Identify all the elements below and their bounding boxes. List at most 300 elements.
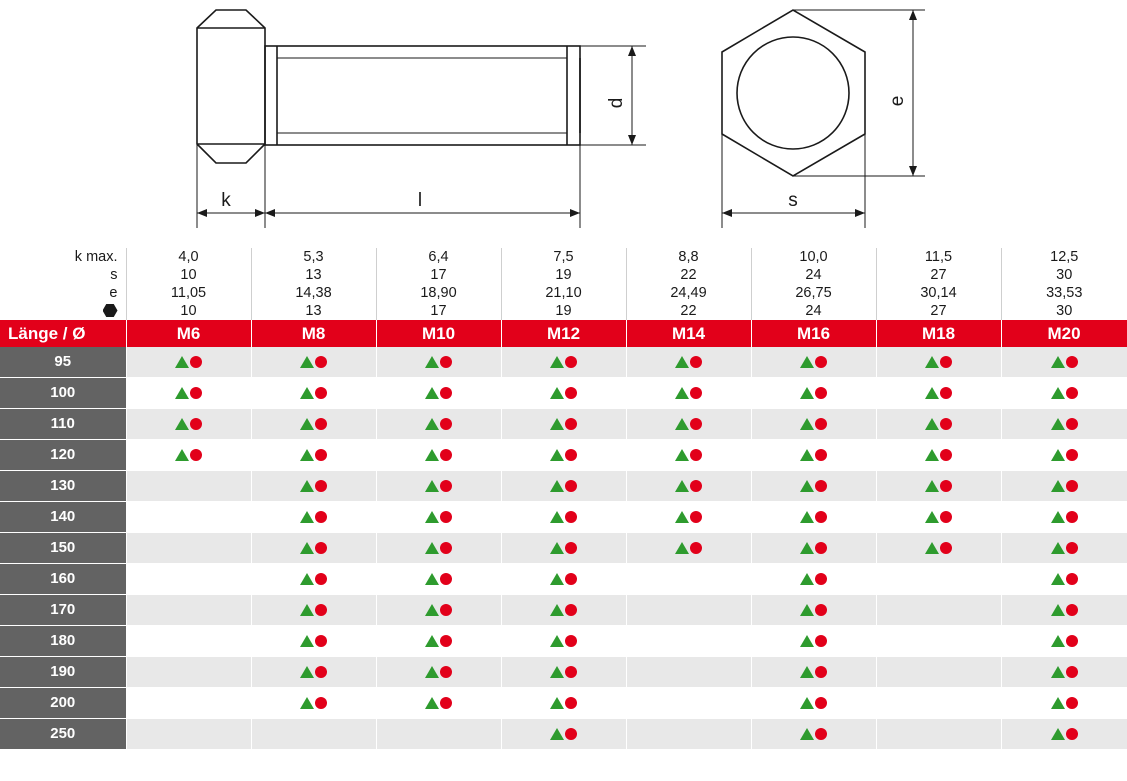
circle-icon (565, 697, 577, 709)
table-row (0, 719, 1127, 750)
circle-icon (940, 511, 952, 523)
availability-marks (800, 697, 827, 709)
bolt-head-top (722, 10, 865, 176)
triangle-icon (300, 356, 314, 368)
availability-marks (425, 666, 452, 678)
circle-icon (815, 573, 827, 585)
availability-cell-available[interactable] (626, 502, 751, 533)
availability-marks (175, 418, 202, 430)
availability-cell-available[interactable] (251, 409, 376, 440)
availability-marks (300, 418, 327, 430)
availability-cell-available[interactable] (251, 564, 376, 595)
triangle-icon (1051, 418, 1065, 430)
dimension-label-d: d (606, 97, 627, 109)
circle-icon (1066, 728, 1078, 740)
availability-marks (800, 418, 827, 430)
availability-cell-available[interactable] (751, 564, 876, 595)
triangle-icon (800, 418, 814, 430)
spec-value: 27 (876, 266, 1001, 284)
spec-value: 27 (876, 302, 1001, 320)
circle-icon (815, 449, 827, 461)
availability-cell-empty (876, 657, 1001, 688)
availability-cell-available[interactable] (251, 688, 376, 719)
availability-cell-available[interactable] (876, 502, 1001, 533)
spec-row-label: e (0, 284, 126, 302)
triangle-icon (550, 697, 564, 709)
availability-cell-available[interactable] (376, 409, 501, 440)
triangle-icon (1051, 511, 1065, 523)
availability-marks (550, 573, 577, 585)
availability-marks (425, 480, 452, 492)
availability-cell-available[interactable] (501, 595, 626, 626)
circle-icon (440, 604, 452, 616)
availability-cell-available[interactable] (1001, 347, 1127, 378)
circle-icon (1066, 635, 1078, 647)
circle-icon (440, 666, 452, 678)
spec-value: 19 (501, 302, 626, 320)
availability-marks (300, 604, 327, 616)
availability-cell-empty (126, 471, 251, 502)
circle-icon (315, 356, 327, 368)
availability-marks (1051, 635, 1078, 647)
availability-cell-available[interactable] (376, 564, 501, 595)
matrix-column-header[interactable]: M14 (626, 320, 751, 347)
length-label: 110 (0, 409, 126, 440)
circle-icon (190, 418, 202, 430)
availability-cell-available[interactable] (626, 378, 751, 409)
availability-marks (800, 573, 827, 585)
triangle-icon (925, 356, 939, 368)
availability-marks (300, 635, 327, 647)
availability-marks (800, 604, 827, 616)
availability-marks (800, 449, 827, 461)
availability-cell-available[interactable] (501, 347, 626, 378)
triangle-icon (675, 418, 689, 430)
availability-marks (675, 356, 702, 368)
length-label: 170 (0, 595, 126, 626)
availability-marks (800, 635, 827, 647)
availability-marks (550, 728, 577, 740)
circle-icon (565, 542, 577, 554)
availability-cell-empty (626, 595, 751, 626)
spec-value: 10,0 (751, 248, 876, 266)
circle-icon (190, 387, 202, 399)
bolt-shank (265, 46, 580, 145)
availability-marks (800, 480, 827, 492)
availability-cell-available[interactable] (751, 657, 876, 688)
spec-value: 11,05 (126, 284, 251, 302)
availability-cell-available[interactable] (1001, 502, 1127, 533)
triangle-icon (550, 449, 564, 461)
availability-marks (1051, 387, 1078, 399)
length-label: 100 (0, 378, 126, 409)
availability-cell-available[interactable] (376, 471, 501, 502)
availability-cell-available[interactable] (501, 719, 626, 750)
circle-icon (815, 418, 827, 430)
triangle-icon (1051, 449, 1065, 461)
availability-cell-available[interactable] (501, 471, 626, 502)
spec-value: 24 (751, 302, 876, 320)
availability-marks (300, 480, 327, 492)
matrix-column-header[interactable]: M18 (876, 320, 1001, 347)
circle-icon (565, 418, 577, 430)
availability-cell-available[interactable] (376, 502, 501, 533)
availability-cell-empty (126, 502, 251, 533)
availability-cell-available[interactable] (251, 657, 376, 688)
availability-cell-available[interactable] (751, 471, 876, 502)
availability-marks (175, 387, 202, 399)
availability-marks (925, 542, 952, 554)
availability-cell-available[interactable] (251, 471, 376, 502)
availability-cell-available[interactable] (1001, 409, 1127, 440)
availability-marks (1051, 449, 1078, 461)
spec-value: 19 (501, 266, 626, 284)
availability-cell-available[interactable] (376, 626, 501, 657)
availability-cell-available[interactable] (126, 378, 251, 409)
availability-marks (425, 387, 452, 399)
availability-cell-empty (126, 595, 251, 626)
triangle-icon (425, 697, 439, 709)
circle-icon (190, 449, 202, 461)
availability-cell-available[interactable] (376, 657, 501, 688)
triangle-icon (550, 573, 564, 585)
availability-cell-available[interactable] (376, 378, 501, 409)
availability-marks (1051, 666, 1078, 678)
circle-icon (565, 573, 577, 585)
availability-cell-available[interactable] (751, 533, 876, 564)
availability-marks (425, 697, 452, 709)
availability-cell-available[interactable] (1001, 595, 1127, 626)
availability-cell-available[interactable] (1001, 719, 1127, 750)
triangle-icon (1051, 604, 1065, 616)
triangle-icon (300, 697, 314, 709)
triangle-icon (175, 387, 189, 399)
availability-marks (675, 511, 702, 523)
triangle-icon (675, 449, 689, 461)
availability-cell-available[interactable] (751, 595, 876, 626)
availability-cell-available[interactable] (1001, 688, 1127, 719)
availability-cell-empty (626, 719, 751, 750)
spec-value: 22 (626, 302, 751, 320)
matrix-column-header[interactable]: M20 (1001, 320, 1127, 347)
availability-cell-available[interactable] (251, 626, 376, 657)
availability-marks (675, 480, 702, 492)
triangle-icon (425, 511, 439, 523)
availability-marks (550, 387, 577, 399)
triangle-icon (175, 356, 189, 368)
triangle-icon (1051, 480, 1065, 492)
availability-cell-available[interactable] (751, 378, 876, 409)
circle-icon (690, 480, 702, 492)
availability-cell-available[interactable] (251, 533, 376, 564)
spec-value: 14,38 (251, 284, 376, 302)
circle-icon (815, 728, 827, 740)
circle-icon (440, 418, 452, 430)
table-row (0, 471, 1127, 502)
availability-marks (925, 480, 952, 492)
spec-value: 18,90 (376, 284, 501, 302)
spec-value: 6,4 (376, 248, 501, 266)
circle-icon (565, 635, 577, 647)
triangle-icon (800, 449, 814, 461)
triangle-icon (800, 697, 814, 709)
availability-marks (1051, 511, 1078, 523)
triangle-icon (550, 356, 564, 368)
triangle-icon (800, 604, 814, 616)
triangle-icon (1051, 728, 1065, 740)
circle-icon (690, 449, 702, 461)
availability-marks (925, 356, 952, 368)
availability-cell-available[interactable] (251, 440, 376, 471)
spec-value: 17 (376, 266, 501, 284)
matrix-header-row (0, 320, 1127, 347)
triangle-icon (550, 480, 564, 492)
availability-cell-available[interactable] (751, 409, 876, 440)
availability-marks (925, 418, 952, 430)
circle-icon (815, 480, 827, 492)
availability-cell-empty (376, 719, 501, 750)
triangle-icon (300, 573, 314, 585)
circle-icon (815, 542, 827, 554)
spec-value: 11,5 (876, 248, 1001, 266)
availability-cell-available[interactable] (1001, 564, 1127, 595)
table-row (0, 595, 1127, 626)
circle-icon (1066, 387, 1078, 399)
triangle-icon (300, 387, 314, 399)
spec-value: 13 (251, 266, 376, 284)
availability-marks (800, 542, 827, 554)
triangle-icon (800, 635, 814, 647)
availability-cell-available[interactable] (376, 533, 501, 564)
availability-cell-available[interactable] (626, 409, 751, 440)
availability-marks (1051, 604, 1078, 616)
triangle-icon (425, 666, 439, 678)
matrix-corner-header: Länge / Ø (0, 320, 126, 347)
availability-cell-available[interactable] (626, 440, 751, 471)
availability-cell-available[interactable] (876, 533, 1001, 564)
availability-cell-empty (626, 688, 751, 719)
triangle-icon (300, 604, 314, 616)
triangle-icon (800, 356, 814, 368)
availability-marks (800, 511, 827, 523)
triangle-icon (1051, 356, 1065, 368)
availability-marks (550, 418, 577, 430)
spec-value: 21,10 (501, 284, 626, 302)
availability-marks (550, 697, 577, 709)
availability-cell-available[interactable] (626, 533, 751, 564)
spec-value: 24,49 (626, 284, 751, 302)
triangle-icon (925, 418, 939, 430)
availability-cell-available[interactable] (1001, 657, 1127, 688)
circle-icon (440, 697, 452, 709)
spec-value: 10 (126, 302, 251, 320)
matrix-column-header[interactable]: M10 (376, 320, 501, 347)
availability-cell-available[interactable] (876, 471, 1001, 502)
availability-marks (300, 449, 327, 461)
spec-row (0, 266, 1127, 284)
availability-cell-empty (626, 657, 751, 688)
availability-cell-available[interactable] (751, 626, 876, 657)
availability-cell-available[interactable] (501, 626, 626, 657)
availability-marks (1051, 573, 1078, 585)
availability-marks (425, 449, 452, 461)
triangle-icon (425, 480, 439, 492)
availability-cell-available[interactable] (876, 409, 1001, 440)
availability-marks (550, 635, 577, 647)
spec-value: 12,5 (1050, 249, 1079, 265)
availability-cell-available[interactable] (376, 347, 501, 378)
length-label: 190 (0, 657, 126, 688)
circle-icon (1066, 511, 1078, 523)
triangle-icon (175, 449, 189, 461)
availability-cell-empty (876, 688, 1001, 719)
technical-drawing (0, 0, 1127, 248)
availability-cell-empty (126, 688, 251, 719)
length-label: 160 (0, 564, 126, 595)
matrix-column-header[interactable]: M12 (501, 320, 626, 347)
availability-marks (425, 418, 452, 430)
availability-cell-available[interactable] (376, 595, 501, 626)
dimension-label-k: k (221, 190, 231, 211)
length-label: 150 (0, 533, 126, 564)
availability-marks (300, 511, 327, 523)
availability-cell-available[interactable] (501, 378, 626, 409)
triangle-icon (675, 387, 689, 399)
availability-cell-available[interactable] (751, 347, 876, 378)
availability-cell-available[interactable] (251, 378, 376, 409)
spec-value: 13 (251, 302, 376, 320)
availability-cell-available[interactable] (626, 471, 751, 502)
availability-cell-available[interactable] (501, 688, 626, 719)
availability-marks (800, 356, 827, 368)
availability-cell-empty (876, 564, 1001, 595)
availability-cell-available[interactable] (126, 409, 251, 440)
circle-icon (315, 573, 327, 585)
availability-marks (1051, 418, 1078, 430)
availability-marks (300, 542, 327, 554)
availability-marks (800, 666, 827, 678)
availability-cell-available[interactable] (501, 440, 626, 471)
triangle-icon (300, 480, 314, 492)
circle-icon (315, 387, 327, 399)
circle-icon (315, 542, 327, 554)
availability-marks (675, 418, 702, 430)
availability-cell-available[interactable] (876, 378, 1001, 409)
availability-cell-empty (251, 719, 376, 750)
triangle-icon (425, 418, 439, 430)
length-label: 180 (0, 626, 126, 657)
availability-cell-empty (876, 719, 1001, 750)
circle-icon (190, 356, 202, 368)
circle-icon (940, 480, 952, 492)
spec-row (0, 284, 1127, 302)
availability-cell-available[interactable] (376, 440, 501, 471)
availability-cell-available[interactable] (501, 657, 626, 688)
triangle-icon (425, 573, 439, 585)
availability-cell-available[interactable] (126, 347, 251, 378)
circle-icon (565, 511, 577, 523)
availability-marks (300, 387, 327, 399)
availability-cell-empty (126, 533, 251, 564)
availability-cell-available[interactable] (876, 440, 1001, 471)
circle-icon (440, 573, 452, 585)
availability-marks (425, 356, 452, 368)
circle-icon (1066, 697, 1078, 709)
availability-cell-available[interactable] (1001, 440, 1127, 471)
spec-row (0, 248, 1127, 266)
availability-cell-available[interactable] (751, 502, 876, 533)
circle-icon (1066, 666, 1078, 678)
spec-value: 8,8 (626, 248, 751, 266)
triangle-icon (550, 542, 564, 554)
availability-cell-available[interactable] (501, 409, 626, 440)
table-row (0, 502, 1127, 533)
availability-cell-available[interactable] (1001, 533, 1127, 564)
matrix-header (0, 320, 1127, 347)
availability-marks (925, 511, 952, 523)
availability-cell-available[interactable] (1001, 626, 1127, 657)
availability-marks (1051, 480, 1078, 492)
triangle-icon (925, 387, 939, 399)
availability-cell-available[interactable] (751, 688, 876, 719)
triangle-icon (1051, 573, 1065, 585)
availability-marks (550, 604, 577, 616)
circle-icon (940, 449, 952, 461)
triangle-icon (425, 387, 439, 399)
availability-cell-available[interactable] (1001, 378, 1127, 409)
availability-marks (925, 387, 952, 399)
availability-cell-available[interactable] (876, 347, 1001, 378)
triangle-icon (925, 449, 939, 461)
table-row (0, 378, 1127, 409)
availability-marks (300, 666, 327, 678)
availability-cell-available[interactable] (751, 719, 876, 750)
triangle-icon (1051, 666, 1065, 678)
circle-icon (440, 635, 452, 647)
matrix-column-header[interactable]: M6 (126, 320, 251, 347)
availability-cell-available[interactable] (251, 347, 376, 378)
triangle-icon (175, 418, 189, 430)
availability-cell-available[interactable] (251, 595, 376, 626)
availability-marks (425, 635, 452, 647)
availability-cell-available[interactable] (1001, 471, 1127, 502)
spec-value: 7,5 (501, 248, 626, 266)
dimension-label-l: l (417, 190, 423, 211)
spec-value: 22 (626, 266, 751, 284)
circle-icon (1066, 604, 1078, 616)
circle-icon (440, 511, 452, 523)
spec-value: 4,0 (126, 248, 251, 266)
matrix-column-header[interactable]: M16 (751, 320, 876, 347)
availability-cell-available[interactable] (126, 440, 251, 471)
availability-cell-available[interactable] (751, 440, 876, 471)
triangle-icon (925, 511, 939, 523)
circle-icon (565, 387, 577, 399)
matrix-column-header[interactable]: M8 (251, 320, 376, 347)
availability-cell-available[interactable] (501, 564, 626, 595)
availability-cell-available[interactable] (251, 502, 376, 533)
hexagon-icon (0, 302, 126, 320)
availability-marks (1051, 728, 1078, 740)
availability-cell-available[interactable] (376, 688, 501, 719)
availability-cell-available[interactable] (626, 347, 751, 378)
availability-cell-available[interactable] (501, 533, 626, 564)
availability-cell-available[interactable] (501, 502, 626, 533)
circle-icon (940, 387, 952, 399)
table-row (0, 533, 1127, 564)
availability-marks (1051, 697, 1078, 709)
circle-icon (315, 449, 327, 461)
